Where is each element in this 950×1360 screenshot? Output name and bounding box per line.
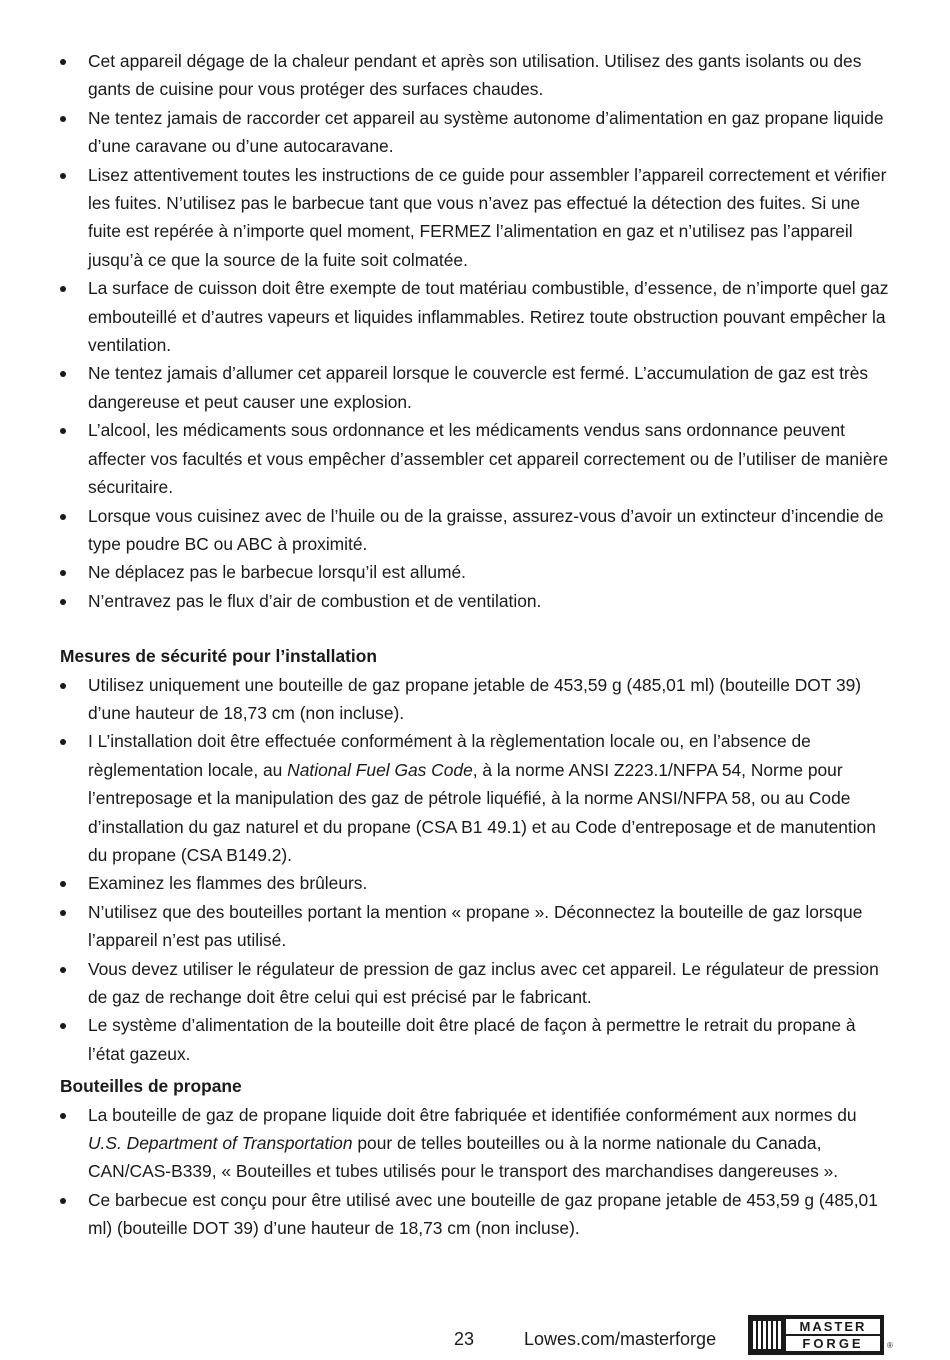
- installation-list: [60, 671, 890, 1069]
- list-item: [60, 1101, 890, 1186]
- installation-safety-heading: Mesures de sécurité pour l’installation: [60, 646, 377, 667]
- list-item-text: Cet appareil dégage de la chaleur pendant et après son utilisation. Utilisez des gants isolants ou des gants de cuisine pour vous protéger des surfaces chaudes.: [88, 51, 862, 100]
- list-item: [60, 502, 890, 559]
- propane-cylinders-heading: Bouteilles de propane: [60, 1076, 242, 1097]
- list-item: [60, 955, 890, 1012]
- list-item: [60, 558, 890, 586]
- document-page: [60, 47, 890, 1243]
- list-item: [60, 898, 890, 955]
- bullet-icon: [60, 881, 66, 887]
- list-item: [60, 727, 890, 869]
- list-item: [60, 359, 890, 416]
- list-item-text: Ce barbecue est conçu pour être utilisé avec une bouteille de gaz propane jetable de 453,59 g (485,01 ml) (bouteille DOT 39) d’une hauteur de 18,73 cm (non incluse).: [88, 1189, 878, 1239]
- bullet-icon: [60, 428, 66, 434]
- bullet-icon: [60, 683, 66, 689]
- list-item-text: [88, 731, 876, 865]
- list-item-text: N’utilisez que des bouteilles portant la mention « propane ». Déconnectez la bouteille de gaz lorsque l’appareil n’est pas utilisé.: [88, 901, 863, 951]
- list-item: [60, 671, 890, 728]
- propane-list: [60, 1101, 890, 1243]
- bullet-icon: [60, 1023, 66, 1029]
- bullet-icon: [60, 599, 66, 605]
- safety-list: [60, 47, 890, 615]
- list-item: [60, 869, 890, 897]
- list-item-text: [88, 1105, 857, 1182]
- list-item-text: N’entravez pas le flux d’air de combustion et de ventilation.: [88, 590, 542, 611]
- list-item-text: Vous devez utiliser le régulateur de pression de gaz inclus avec cet appareil. Le régulateur de pression de gaz de rechange doit être celui qui est précisé par le fabricant.: [88, 958, 879, 1007]
- list-item-text: L’alcool, les médicaments sous ordonnance et les médicaments vendus sans ordonnance peuvent affecter vos facultés et vous empêcher d’assembler cet appareil correctement ou de l’utiliser de manière sécuritaire.: [88, 420, 889, 498]
- bullet-icon: [60, 739, 66, 745]
- bullet-icon: [60, 173, 66, 179]
- list-item-text: Lisez attentivement toutes les instructions de ce guide pour assembler l’appareil correctement et vérifier les fuites. N’utilisez pas le barbecue tant que vous n’avez pas effectué la détection des fuites. Si une fuite est repérée à n’importe quel moment, FERMEZ l’alimentation en gaz et n’utilisez pas l’appareil jusqu’à ce que la source de la fuite soit colmatée.: [88, 164, 887, 270]
- bullet-icon: [60, 59, 66, 65]
- registered-mark: ®: [887, 1341, 893, 1350]
- bullet-icon: [60, 570, 66, 576]
- bullet-icon: [60, 1198, 66, 1204]
- bullet-icon: [60, 514, 66, 520]
- bullet-icon: [60, 910, 66, 916]
- list-item: [60, 1011, 890, 1068]
- list-item-text: Utilisez uniquement une bouteille de gaz propane jetable de 453,59 g (485,01 ml) (bouteille DOT 39) d’une hauteur de 18,73 cm (non incluse).: [88, 674, 862, 723]
- list-item-text-start: I L’installation doit être effectuée conformément à la règlementation locale ou, en l’absence de règlementation locale, au: [88, 731, 811, 780]
- logo-text-line2: FORGE: [802, 1336, 864, 1351]
- website-link[interactable]: Lowes.com/masterforge: [524, 1329, 717, 1349]
- list-item-text: Examinez les flammes des brûleurs.: [88, 873, 368, 894]
- list-item: [60, 587, 890, 615]
- bullet-icon: [60, 286, 66, 292]
- page-footer: [0, 1313, 950, 1359]
- list-item-text: Lorsque vous cuisinez avec de l’huile ou de la graisse, assurez-vous d’avoir un extincteur d’incendie de type poudre BC ou ABC à proximité.: [88, 505, 884, 554]
- list-item: [60, 1186, 890, 1243]
- list-item-text: Ne tentez jamais de raccorder cet appareil au système autonome d’alimentation en gaz propane liquide d’une caravane ou d’une autocaravane.: [88, 107, 884, 157]
- list-item-text-end: pour de telles bouteilles ou à la norme nationale du Canada, CAN/CAS-B339, « Bouteilles et tubes utilisés pour le transport des marchandises dangereuses ».: [88, 1133, 839, 1182]
- list-item: [60, 161, 890, 275]
- bullet-icon: [60, 116, 66, 122]
- master-forge-logo-icon: [748, 1315, 884, 1355]
- list-item: [60, 47, 890, 104]
- list-item-text: Le système d’alimentation de la bouteille doit être placé de façon à permettre le retrait du propane à l’état gazeux.: [88, 1015, 856, 1064]
- page-number: 23: [454, 1329, 475, 1349]
- list-item-text: La surface de cuisson doit être exempte de tout matériau combustible, d’essence, de n’importe quel gaz embouteillé et d’autres vapeurs et liquides inflammables. Retirez toute obstruction pouvant empêcher la ventilation.: [88, 278, 889, 356]
- list-item-text-start: La bouteille de gaz de propane liquide doit être fabriquée et identifiée conformément aux normes du: [88, 1104, 857, 1125]
- bullet-icon: [60, 371, 66, 377]
- logo-text-line1: MASTER: [799, 1319, 867, 1334]
- bullet-icon: [60, 967, 66, 973]
- list-item: [60, 416, 890, 501]
- list-item: [60, 274, 890, 359]
- logo-graphic: [748, 1315, 884, 1355]
- list-item-text: Ne tentez jamais d’allumer cet appareil lorsque le couvercle est fermé. L’accumulation de gaz est très dangereuse et peut causer une explosion.: [88, 363, 869, 412]
- list-item-text-end: , à la norme ANSI Z223.1/NFPA 54, Norme pour l’entreposage et la manipulation des gaz de pétrole liquéfié, à la norme ANSI/NFPA 58, ou au Code d’installation du gaz naturel et du propane (CSA B1 49.1) et au Code d’entreposage et de manutention du propane (CSA B149.2).: [88, 759, 876, 865]
- list-item-text: Ne déplacez pas le barbecue lorsqu’il est allumé.: [88, 562, 466, 583]
- agency-reference: U.S. Department of Transportation: [88, 1133, 353, 1154]
- list-item: [60, 104, 890, 161]
- bullet-icon: [60, 1113, 66, 1119]
- code-reference: National Fuel Gas Code: [287, 759, 473, 780]
